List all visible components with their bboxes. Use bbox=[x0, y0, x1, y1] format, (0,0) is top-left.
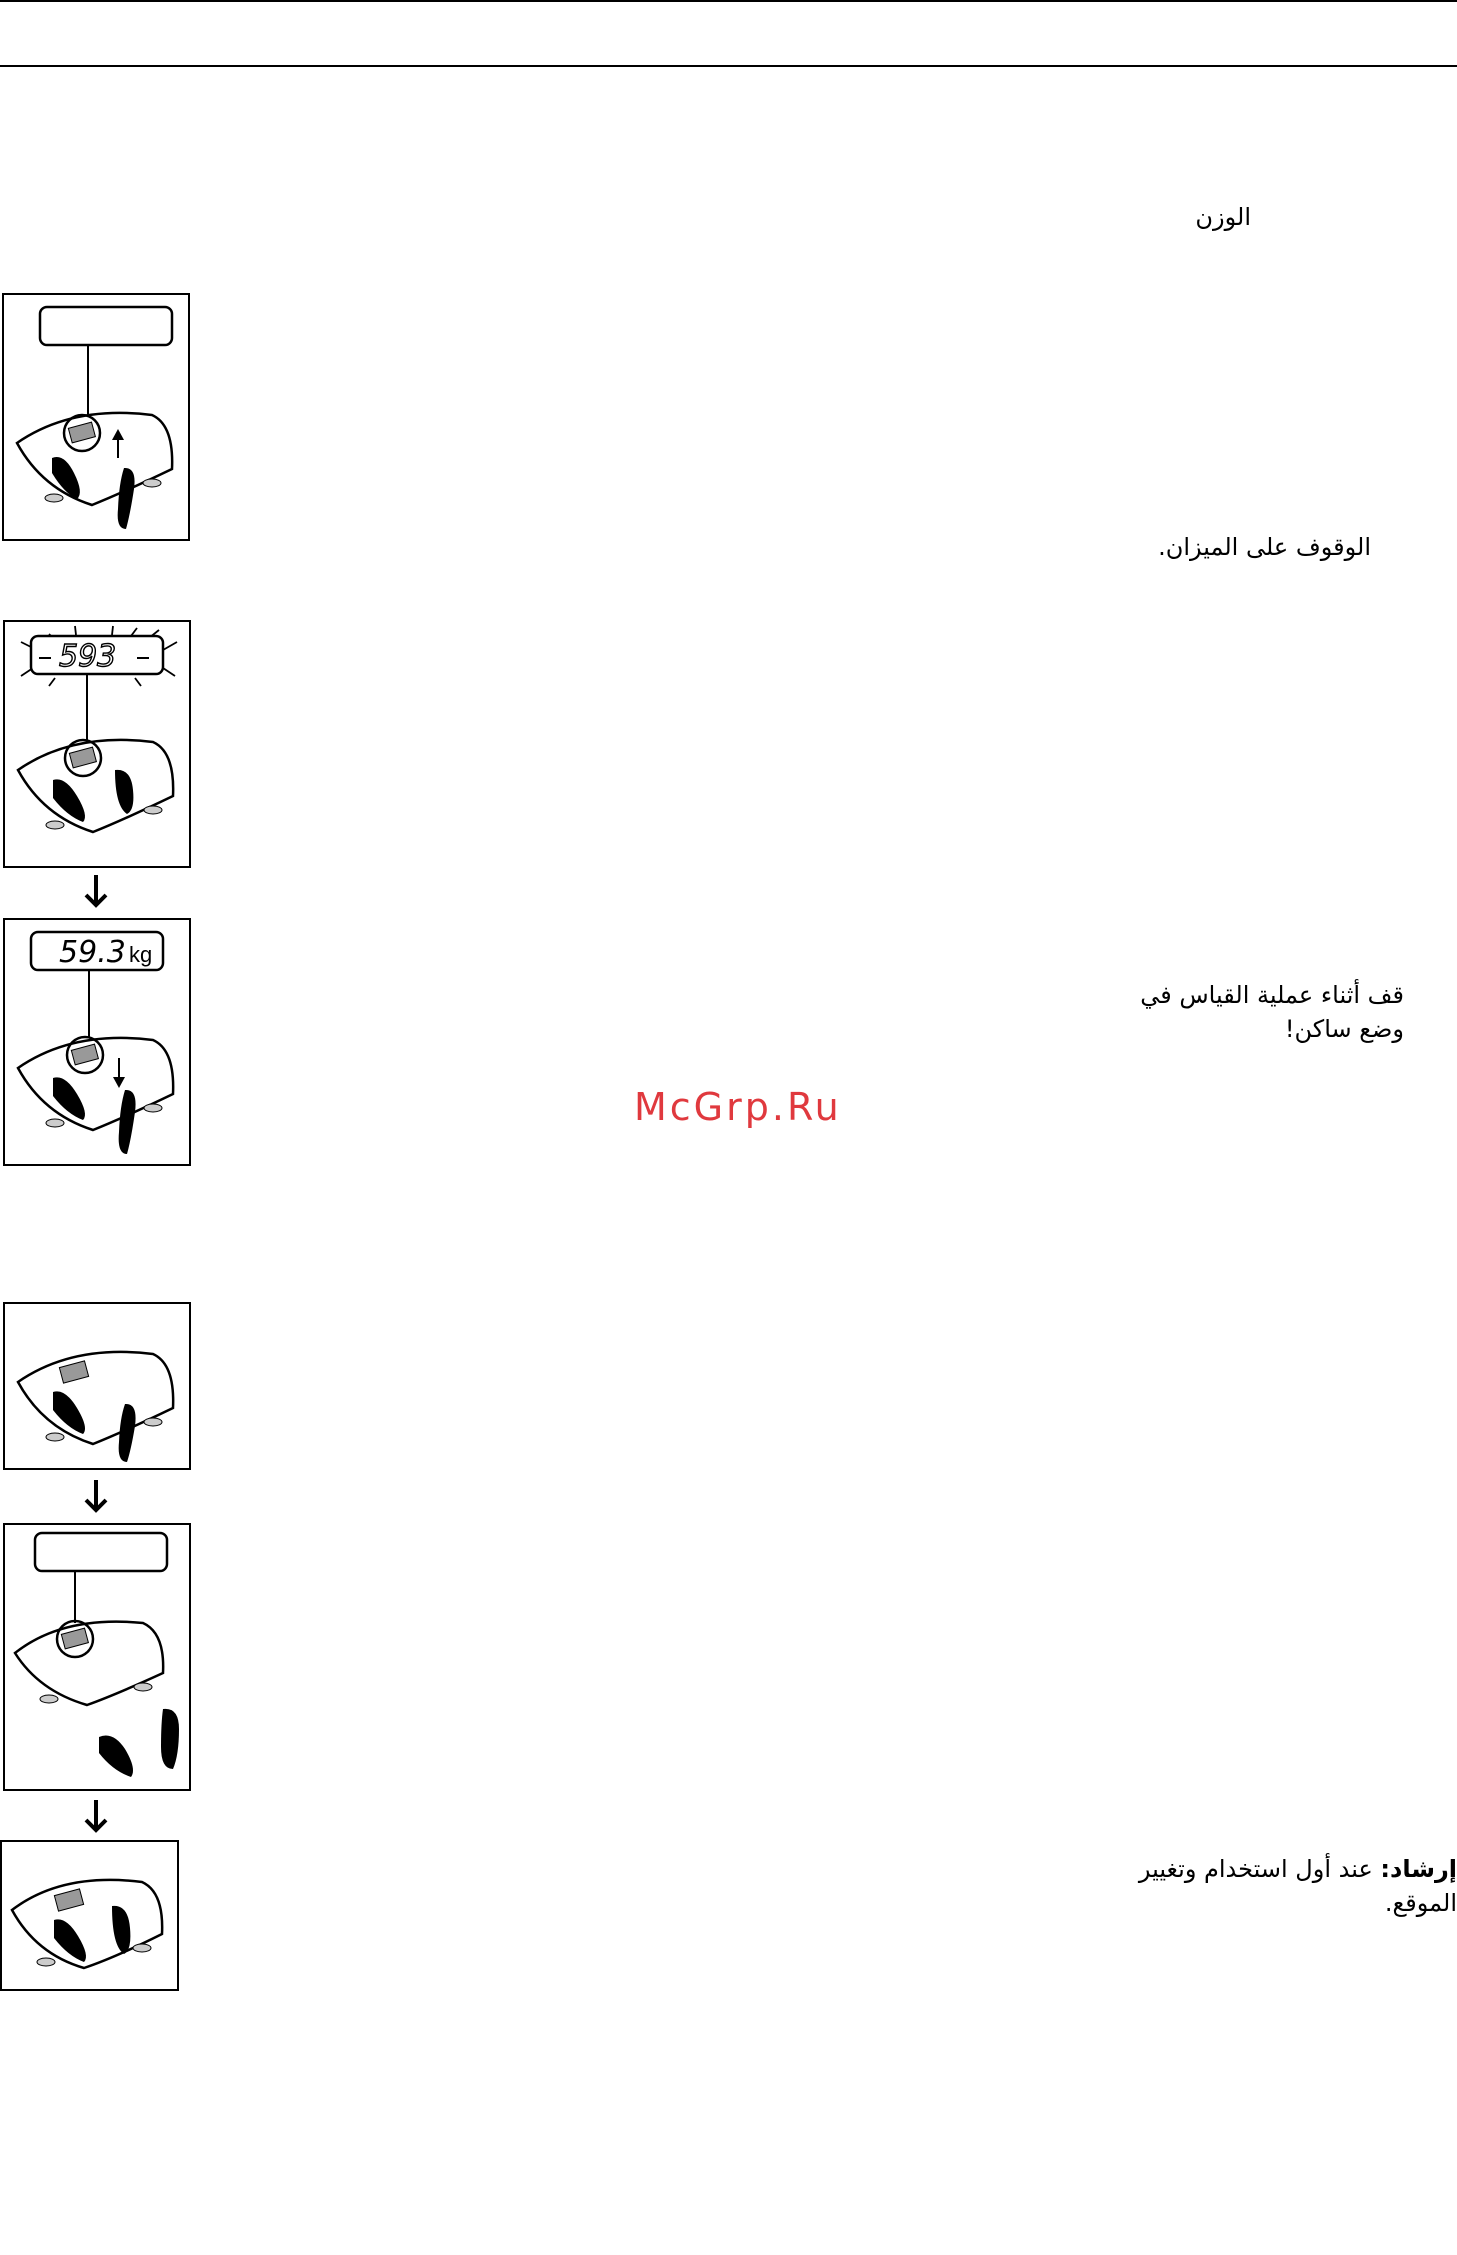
top-rule bbox=[0, 0, 1457, 2]
display-reading-flashing: 593 bbox=[59, 639, 117, 674]
step-text-stand-on-scale: الوقوف على الميزان. bbox=[1158, 533, 1371, 561]
display-panel bbox=[35, 1533, 167, 1571]
display-weight-value: 59.3 bbox=[59, 935, 126, 970]
step-text-line: وضع ساكن! bbox=[1284, 1015, 1404, 1043]
figure-step-off bbox=[3, 1523, 191, 1791]
display-weight-unit: kg bbox=[129, 942, 153, 967]
figure-standing bbox=[3, 1302, 191, 1470]
hint-line bbox=[1139, 1852, 1457, 1886]
section-heading: الوزن bbox=[1195, 203, 1251, 231]
hint-text bbox=[1139, 1852, 1457, 1920]
figure-stand-again bbox=[0, 1840, 180, 1992]
figure-step-on-scale bbox=[2, 293, 190, 541]
display-panel bbox=[40, 307, 172, 345]
down-arrow-icon bbox=[82, 873, 110, 911]
watermark: McGrp.Ru bbox=[634, 1085, 842, 1129]
hint-line: الموقع. bbox=[1384, 1889, 1457, 1917]
hint-label: إرشاد: bbox=[1380, 1855, 1457, 1883]
step-text-stand-still bbox=[1140, 978, 1404, 1046]
down-arrow-icon bbox=[82, 1798, 110, 1836]
down-arrow-icon bbox=[82, 1478, 110, 1516]
step-text-line: قف أثناء عملية القياس في bbox=[1140, 981, 1404, 1009]
header-rule bbox=[0, 65, 1457, 67]
figure-result bbox=[3, 918, 191, 1166]
figure-measuring bbox=[3, 620, 191, 868]
hint-line-text: عند أول استخدام وتغيير bbox=[1138, 1855, 1373, 1883]
